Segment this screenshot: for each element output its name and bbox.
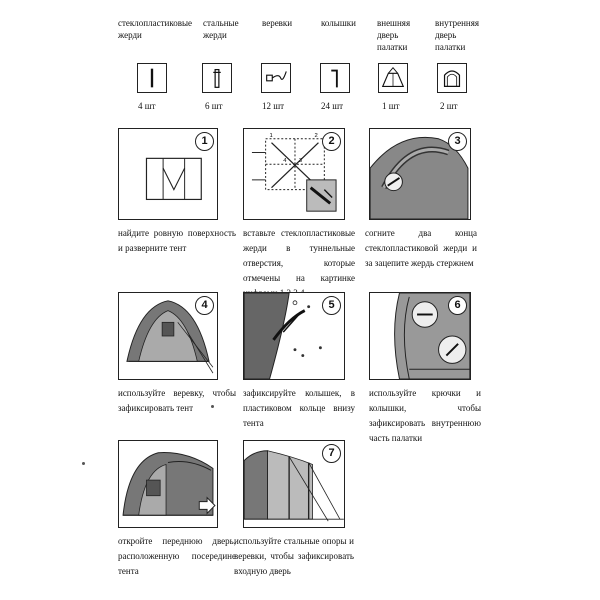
step-7-caption: используйте стальные опоры и веревки, чтобы зафиксировать входную дверь — [234, 536, 354, 576]
step-1-number: 1 — [195, 132, 214, 151]
peg-icon — [320, 63, 350, 93]
component-count-pegs: 24 шт — [321, 101, 344, 111]
step-3-number: 3 — [448, 132, 467, 151]
step-front-door-illustration — [118, 440, 218, 528]
front-door-tent-drawing — [119, 441, 217, 527]
step-4-caption: используйте веревку, чтобы зафиксировать тент — [118, 388, 236, 413]
component-label-steel-poles: стальные жерди — [203, 18, 239, 40]
step-5-number: 5 — [322, 296, 341, 315]
pole-hole-label-3: 3 — [298, 158, 303, 165]
step-6-illustration — [369, 292, 471, 380]
scan-speck — [82, 462, 85, 465]
pole-hole-label-4: 4 — [283, 158, 287, 165]
component-count-fiberglass-poles: 4 шт — [138, 101, 156, 111]
step-6-number: 6 — [448, 296, 467, 315]
step-3-illustration — [369, 128, 471, 220]
pole-hole-label-1: 1 — [269, 132, 273, 139]
component-count-outer-door: 1 шт — [382, 101, 400, 111]
component-label-fiberglass-poles: стеклопластиковые жерди — [118, 18, 193, 40]
component-count-inner-door: 2 шт — [440, 101, 458, 111]
step-4-number: 4 — [195, 296, 214, 315]
step-7-illustration — [243, 440, 345, 528]
step-2-number: 2 — [322, 132, 341, 151]
step-1-caption: найдите ровную поверхность и разверните тент — [118, 228, 236, 253]
component-label-outer-door: внешняя дверь палатки — [377, 18, 411, 52]
step-1-illustration — [118, 128, 218, 220]
component-count-steel-poles: 6 шт — [205, 101, 223, 111]
step-6-caption: используйте крючки и колышки, чтобы зафиксировать внутреннюю часть палатки — [369, 388, 481, 443]
component-label-pegs: колышки — [321, 18, 356, 28]
step-7-number: 7 — [322, 444, 341, 463]
step-3-caption: согните два конца стеклопластиковой жерди и за зацепите жердь стержнем — [365, 228, 477, 268]
component-count-ropes: 12 шт — [262, 101, 285, 111]
step-5-caption: зафиксируйте колышек, в пластиковом кольце внизу тента — [243, 388, 355, 428]
pole-hole-label-2: 2 — [314, 132, 318, 139]
step-2-illustration — [243, 128, 345, 220]
inner-door-icon — [437, 63, 467, 93]
step-2-caption: вставьте стеклопластиковые жерди в туннельные отверстия, которые отмечены на картинке — [243, 228, 355, 283]
step-front-door-caption: откройте переднюю дверь, расположенную посередине тента — [118, 536, 236, 576]
scan-speck — [211, 405, 214, 408]
outer-door-icon — [378, 63, 408, 93]
step-4-illustration — [118, 292, 218, 380]
component-label-inner-door: внутренняя дверь палатки — [435, 18, 480, 52]
rope-icon — [261, 63, 291, 93]
step-5-illustration — [243, 292, 345, 380]
steel-pole-icon — [202, 63, 232, 93]
fiberglass-pole-icon — [137, 63, 167, 93]
component-label-ropes: веревки — [262, 18, 293, 28]
